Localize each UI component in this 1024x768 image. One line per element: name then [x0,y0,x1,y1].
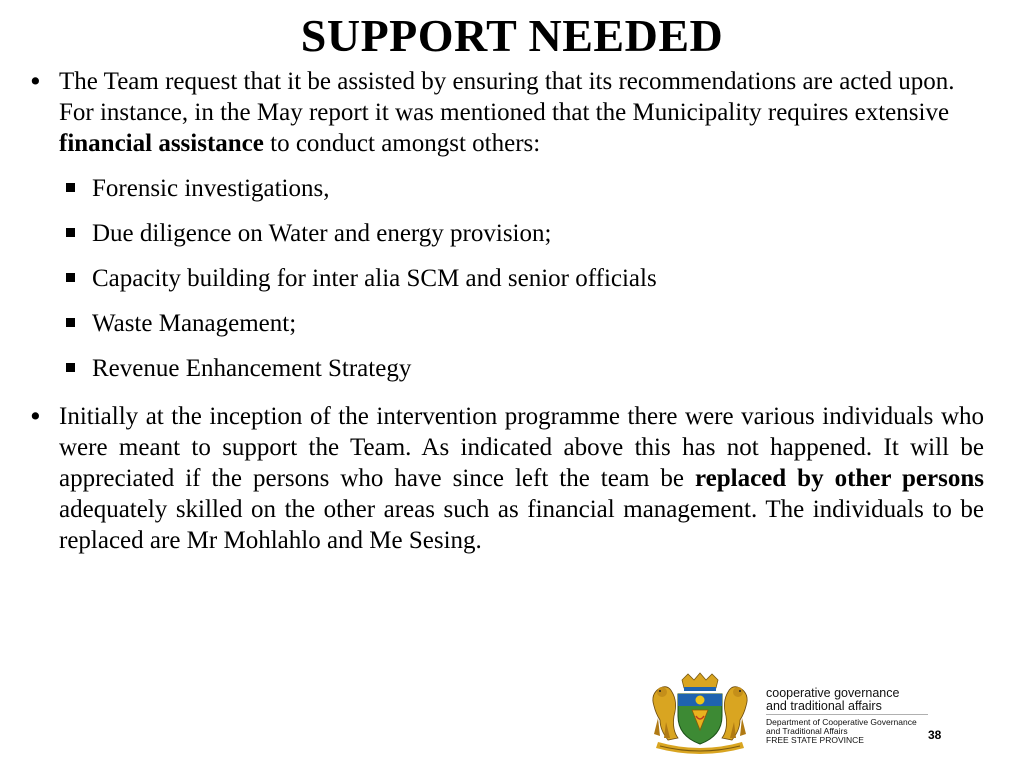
page-number: 38 [928,728,942,742]
bullet-text: to conduct amongst others: [263,130,541,157]
footer-divider [766,714,928,715]
slide-title: SUPPORT NEEDED [300,10,724,61]
department-name-line: and traditional affairs [766,699,882,713]
sub-bullet-item [28,218,984,249]
sub-bullet-item [28,308,984,339]
coat-of-arms-icon [648,672,752,754]
sub-bullet-text: Revenue Enhancement Strategy [92,355,412,382]
sub-bullet-item [28,173,984,204]
bullet-text: Initially at the inception of the intervention programme there were various individuals who were meant to support the Team. As indicated above this has not happened. It will be appreciated if the persons who have since left the team be [59,403,984,492]
department-detail-line: FREE STATE PROVINCE [766,735,864,745]
sub-bullet-text: Capacity building for inter alia SCM and senior officials [92,265,657,292]
bullet-bold-text: financial assistance [59,130,264,157]
slide-content [28,66,984,556]
sub-bullet-text: Waste Management; [92,310,297,337]
square-bullet-icon [66,318,75,327]
bullet-support-request [28,66,984,159]
square-bullet-icon [66,228,75,237]
department-name-line: cooperative governance [766,686,900,700]
sub-bullet-item [28,353,984,384]
department-detail-line: Department of Cooperative Governance [766,717,917,727]
sub-bullet-text: Forensic investigations, [92,175,330,202]
round-bullet-icon: • [28,67,43,96]
department-footer [648,672,1008,762]
bullet-bold-text: replaced by other persons [694,465,984,492]
sub-bullet-text: Due diligence on Water and energy provision; [92,220,552,247]
square-bullet-icon [66,183,75,192]
square-bullet-icon [66,363,75,372]
department-name [766,687,966,713]
bullet-replacement-request [28,401,984,556]
sub-bullet-item [28,263,984,294]
bullet-text: adequately skilled on the other areas such as financial management. The individuals to be replaced are Mr Mohlahlo and Me Sesing. [59,496,984,554]
bullet-text: The Team request that it be assisted by ensuring that its recommendations are acted upon. For instance, in the May report it was mentioned that the Municipality requires extensive [59,68,955,126]
sub-bullet-list [28,173,984,384]
square-bullet-icon [66,273,75,282]
department-detail-line: and Traditional Affairs [766,726,848,736]
round-bullet-icon: • [28,402,43,431]
